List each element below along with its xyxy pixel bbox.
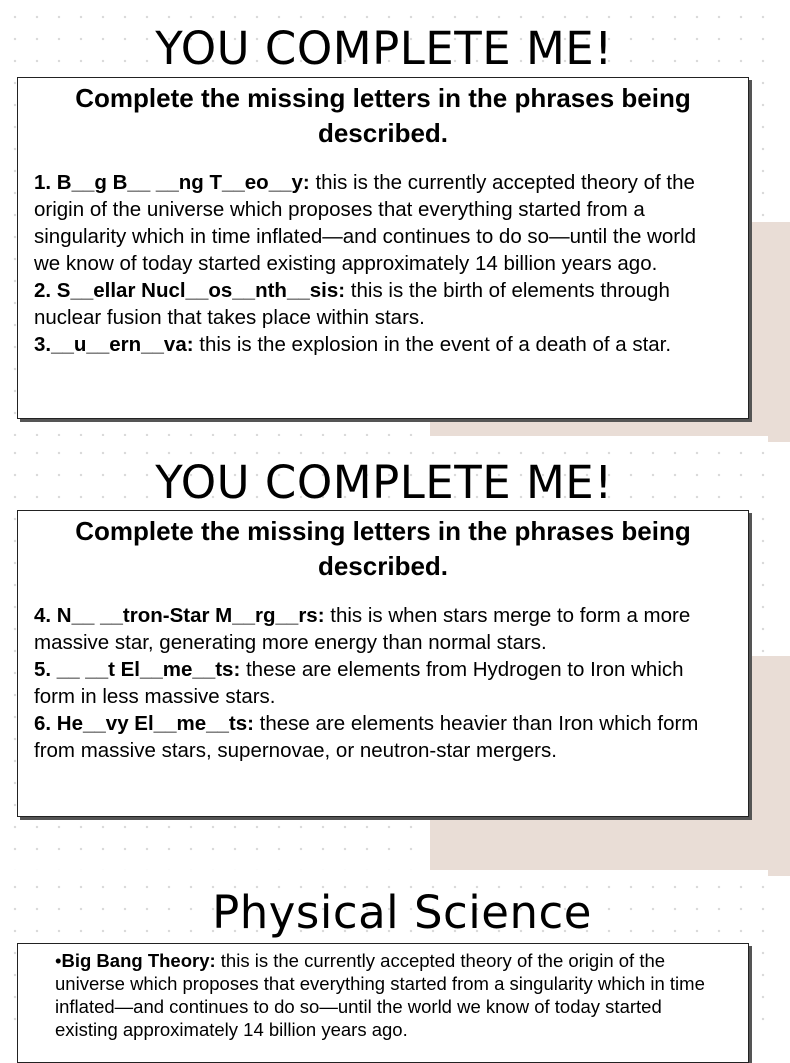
instruction-heading: Complete the missing letters in the phrases being described.: [75, 83, 691, 148]
question-item: [34, 602, 708, 656]
summary-text: [18, 944, 748, 1041]
summary-card: [17, 943, 749, 1063]
question-item: [34, 710, 708, 764]
slide-title: Physical Science: [212, 886, 592, 939]
instruction-heading: Complete the missing letters in the phrases being described.: [75, 516, 691, 581]
summary-description: this is the currently accepted theory of the origin of the universe which proposes that everything started from a singularity which in time inflated—and continues to do so—until the world we know of today started existing approximately 14 billion years ago.: [55, 950, 705, 1040]
question-description: these are elements from Hydrogen to Iron which form in less massive stars.: [34, 658, 684, 708]
question-item: [34, 331, 708, 358]
question-description: this is the explosion in the event of a death of a star.: [199, 333, 672, 356]
question-term: 1. B__g B__ __ng T__eo__y:: [34, 171, 310, 194]
slide-3: [0, 870, 768, 1040]
question-description: this is the birth of elements through nuclear fusion that takes place within stars.: [34, 279, 670, 329]
question-card: [17, 510, 749, 817]
question-item: [34, 277, 708, 331]
question-term: 4. N__ __tron-Star M__rg__rs:: [34, 604, 325, 627]
slide-1: [0, 0, 768, 436]
question-list: [18, 584, 748, 764]
question-list: [18, 151, 748, 358]
question-description: these are elements heavier than Iron which form from massive stars, supernovae, or neutron-star mergers.: [34, 712, 699, 762]
question-term: 3.__u__ern__va:: [34, 333, 194, 356]
question-term: 2. S__ellar Nucl__os__nth__sis:: [34, 279, 346, 302]
bullet-icon: •: [55, 950, 62, 971]
question-term: 6. He__vy El__me__ts:: [34, 712, 254, 735]
summary-term: Big Bang Theory:: [61, 950, 216, 971]
question-term: 5. __ __t El__me__ts:: [34, 658, 241, 681]
slide-2: [0, 436, 768, 870]
question-description: this is when stars merge to form a more massive star, generating more energy than normal stars.: [34, 604, 691, 654]
question-item: [34, 656, 708, 710]
question-description: this is the currently accepted theory of the origin of the universe which proposes that everything started from a singularity which in time inflated—and continues to do so—until the world we know of today started existing approximately 14 billion years ago.: [34, 171, 697, 275]
slide-title: YOU COMPLETE ME!: [155, 456, 613, 509]
question-card: [17, 77, 749, 419]
question-item: [34, 169, 708, 277]
slide-title: YOU COMPLETE ME!: [155, 22, 613, 75]
